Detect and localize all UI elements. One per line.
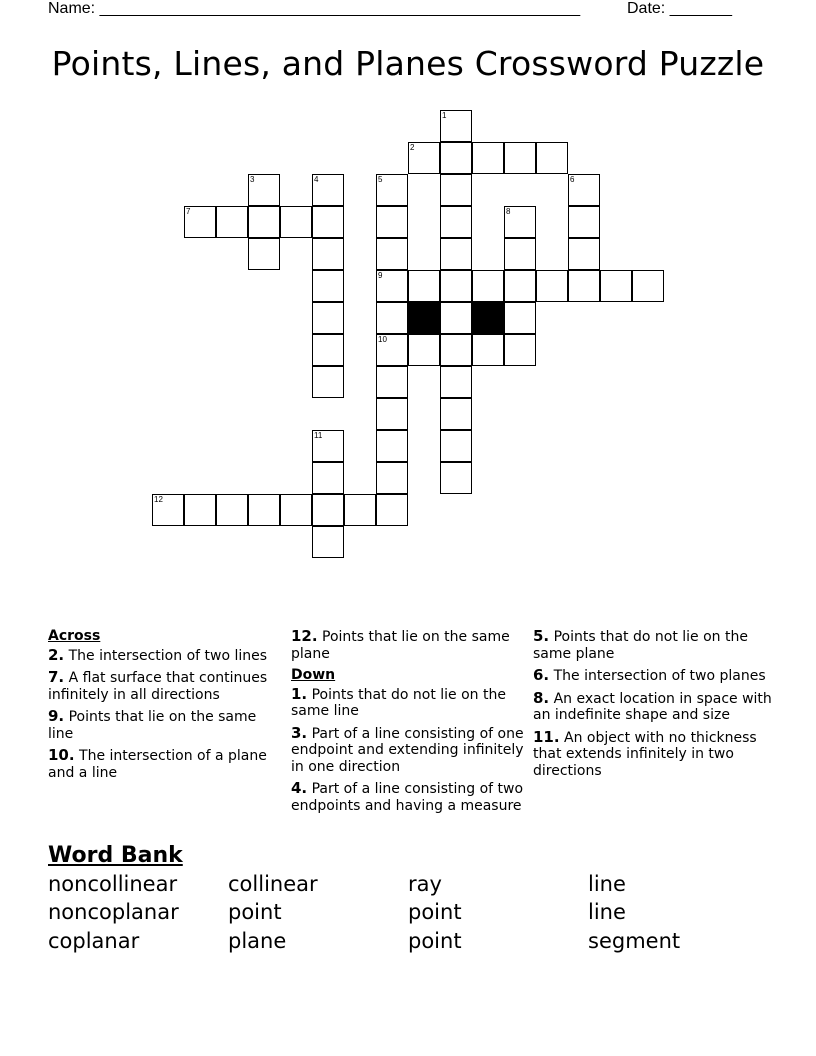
cell-number: 2: [410, 143, 415, 152]
word-bank-word: ray: [408, 872, 442, 896]
grid-cell[interactable]: [312, 206, 344, 238]
word-bank-word: collinear: [228, 872, 318, 896]
grid-cell[interactable]: [184, 206, 216, 238]
grid-cell[interactable]: [504, 238, 536, 270]
clue-across-10: 10. The intersection of a plane and a line: [48, 746, 267, 781]
grid-cell[interactable]: [376, 334, 408, 366]
grid-cell[interactable]: [408, 334, 440, 366]
date-field[interactable]: Date: _______: [627, 0, 732, 17]
grid-cell[interactable]: [312, 462, 344, 494]
word-bank-word: line: [588, 900, 626, 924]
grid-cell-black: [472, 302, 504, 334]
grid-cell[interactable]: [216, 494, 248, 526]
grid-cell[interactable]: [568, 174, 600, 206]
grid-cell[interactable]: [376, 494, 408, 526]
clue-down-1: 1. Points that do not lie on the same line: [291, 684, 506, 719]
name-field[interactable]: Name: ______________________________________________________: [48, 0, 581, 17]
grid-cell[interactable]: [280, 494, 312, 526]
grid-cell[interactable]: [344, 494, 376, 526]
grid-cell[interactable]: [184, 494, 216, 526]
grid-cell[interactable]: [376, 270, 408, 302]
grid-cell[interactable]: [376, 366, 408, 398]
word-bank-word: coplanar: [48, 929, 140, 953]
grid-cell[interactable]: [248, 206, 280, 238]
word-bank-word: noncoplanar: [48, 900, 179, 924]
grid-cell[interactable]: [312, 334, 344, 366]
grid-cell[interactable]: [312, 174, 344, 206]
grid-cell[interactable]: [440, 398, 472, 430]
grid-cell[interactable]: [504, 206, 536, 238]
grid-cell[interactable]: [312, 494, 344, 526]
grid-cell[interactable]: [216, 206, 248, 238]
grid-cell[interactable]: [440, 430, 472, 462]
grid-cell[interactable]: [440, 142, 472, 174]
word-bank-title: Word Bank: [48, 843, 183, 868]
clues-column-3: [533, 628, 773, 784]
cell-number: 9: [378, 271, 383, 280]
grid-cell[interactable]: [440, 110, 472, 142]
grid-cell[interactable]: [504, 142, 536, 174]
grid-cell[interactable]: [504, 270, 536, 302]
grid-cell[interactable]: [536, 142, 568, 174]
grid-cell[interactable]: [312, 526, 344, 558]
clue-down-11: 11. An object with no thickness that extends infinitely in two directions: [533, 727, 757, 779]
grid-cell[interactable]: [312, 270, 344, 302]
cell-number: 1: [442, 111, 447, 120]
down-heading: Down: [291, 667, 336, 683]
grid-cell[interactable]: [440, 334, 472, 366]
grid-cell[interactable]: [632, 270, 664, 302]
across-heading: Across: [48, 628, 101, 644]
grid-cell[interactable]: [408, 270, 440, 302]
clue-across-2: 2. The intersection of two lines: [48, 645, 268, 664]
grid-cell[interactable]: [376, 462, 408, 494]
word-bank-word: noncollinear: [48, 872, 178, 896]
grid-cell[interactable]: [472, 270, 504, 302]
clues-column-2: [291, 628, 526, 819]
clue-down-5: 5. Points that do not lie on the same plane: [533, 627, 748, 662]
grid-cell[interactable]: [376, 206, 408, 238]
cell-number: 4: [314, 175, 319, 184]
grid-cell[interactable]: [248, 174, 280, 206]
cell-number: 7: [186, 207, 191, 216]
word-bank-word: point: [228, 900, 282, 924]
grid-cell[interactable]: [376, 238, 408, 270]
grid-cell[interactable]: [312, 430, 344, 462]
grid-cell[interactable]: [568, 206, 600, 238]
grid-cell[interactable]: [472, 142, 504, 174]
word-bank-word: segment: [588, 929, 681, 953]
grid-cell[interactable]: [568, 270, 600, 302]
word-bank-word: plane: [228, 929, 287, 953]
grid-cell[interactable]: [312, 238, 344, 270]
cell-number: 12: [154, 495, 163, 504]
grid-cell[interactable]: [536, 270, 568, 302]
word-bank-word: point: [408, 900, 462, 924]
cell-number: 3: [250, 175, 255, 184]
grid-cell-black: [408, 302, 440, 334]
grid-cell[interactable]: [440, 302, 472, 334]
grid-cell[interactable]: [376, 398, 408, 430]
clue-down-4: 4. Part of a line consisting of two endpoints and having a measure: [291, 779, 524, 814]
grid-cell[interactable]: [440, 270, 472, 302]
clues-column-1: [48, 628, 283, 786]
page-title: Points, Lines, and Planes Crossword Puzzle: [51, 44, 765, 83]
clue-across-7: 7. A flat surface that continues infinitely in all directions: [48, 668, 268, 703]
cell-number: 8: [506, 207, 511, 216]
grid-cell[interactable]: [376, 302, 408, 334]
word-bank-word: line: [588, 872, 626, 896]
grid-cell[interactable]: [440, 174, 472, 206]
grid-cell[interactable]: [440, 206, 472, 238]
grid-cell[interactable]: [472, 334, 504, 366]
grid-cell[interactable]: [504, 334, 536, 366]
grid-cell[interactable]: [248, 238, 280, 270]
grid-cell[interactable]: [568, 238, 600, 270]
grid-cell[interactable]: [440, 366, 472, 398]
grid-cell[interactable]: [376, 430, 408, 462]
clue-down-6: 6. The intersection of two planes: [533, 666, 766, 684]
grid-cell[interactable]: [280, 206, 312, 238]
clue-across-12: 12. Points that lie on the same plane: [291, 627, 510, 662]
cell-number: 6: [570, 175, 575, 184]
grid-cell[interactable]: [376, 174, 408, 206]
grid-cell[interactable]: [440, 238, 472, 270]
grid-cell[interactable]: [504, 302, 536, 334]
grid-cell[interactable]: [600, 270, 632, 302]
cell-number: 10: [378, 335, 387, 344]
cell-number: 5: [378, 175, 383, 184]
grid-cell[interactable]: [248, 494, 280, 526]
grid-cell[interactable]: [440, 462, 472, 494]
grid-cell[interactable]: [152, 494, 184, 526]
grid-cell[interactable]: [408, 142, 440, 174]
cell-number: 11: [314, 431, 323, 440]
clue-down-8: 8. An exact location in space with an indefinite shape and size: [533, 688, 772, 723]
grid-cell[interactable]: [312, 366, 344, 398]
clue-across-9: 9. Points that lie on the same line: [48, 707, 257, 742]
word-bank-word: point: [408, 929, 462, 953]
clue-down-3: 3. Part of a line consisting of one endpoint and extending infinitely in one direction: [291, 723, 524, 775]
grid-cell[interactable]: [312, 302, 344, 334]
